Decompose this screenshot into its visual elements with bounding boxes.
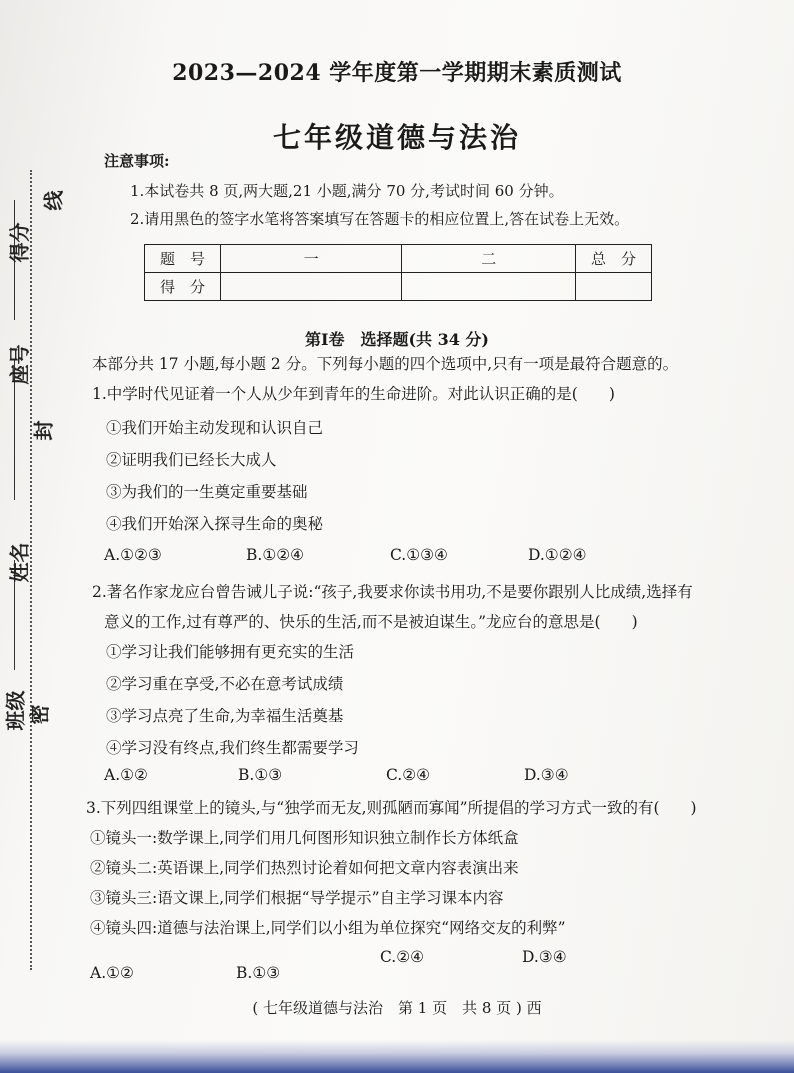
score-table-cell [576,273,652,301]
question-statement: ④镜头四:道德与法治课上,同学们以小组为单位探究“网络交友的利弊” [90,919,566,937]
question-statement: ②证明我们已经长大成人 [106,451,277,469]
score-table-header: 一 [220,245,402,273]
binding-seat-label: 座号 [7,344,32,385]
choice-a: A.①② [90,964,134,982]
choice-d: D.①②④ [528,546,587,564]
notice-item: 2.请用黑色的签字水笔将答案填写在答题卡的相应位置上,答在试卷上无效。 [130,210,630,228]
notice-heading: 注意事项: [104,152,170,170]
binding-name-label: 姓名 [7,542,32,583]
question-stem: 2.著名作家龙应台曾告诫儿子说:“孩子,我要求你读书用功,不是要你跟别人比成绩,选择有 [92,583,693,601]
score-table-cell [220,273,402,301]
score-table-header: 总 分 [576,245,652,273]
question-stem: 意义的工作,过有尊严的、快乐的生活,而不是被迫谋生。”龙应台的意思是( ) [104,613,638,631]
question-statement: ③镜头三:语文课上,同学们根据“导学提示”自主学习课本内容 [90,889,504,907]
question-statement: ④学习没有终点,我们终生都需要学习 [106,739,359,757]
exam-title: 2023—2024 学年度第一学期期末素质测试 [172,60,622,86]
binding-secret-label: 密 [27,704,52,725]
score-table-cell: 得 分 [145,273,221,301]
question-statement: ①学习让我们能够拥有更充实的生活 [106,643,355,661]
binding-class-label: 班级 [3,690,28,731]
page-footer: ( 七年级道德与法治 第 1 页 共 8 页 ) 西 [252,999,542,1017]
choice-b: B.①②④ [246,546,305,564]
scan-edge-shadow [0,1040,794,1073]
notice-item: 1.本试卷共 8 页,两大题,21 小题,满分 70 分,考试时间 60 分钟。 [130,182,564,200]
score-table-header: 题 号 [145,245,221,273]
binding-seal-label: 封 [31,420,56,441]
choice-d: D.③④ [524,766,569,784]
section-intro: 本部分共 17 小题,每小题 2 分。下列每小题的四个选项中,只有一项是最符合题意的。 [92,355,679,373]
score-table [144,244,652,301]
binding-line-label: 线 [41,190,66,211]
choice-a: A.①② [104,766,148,784]
question-statement: ①镜头一:数学课上,同学们用几何图形知识独立制作长方体纸盒 [90,829,519,847]
question-stem: 3.下列四组课堂上的镜头,与“独学而无友,则孤陋而寡闻”所提倡的学习方式一致的有( ) [86,799,697,817]
choice-c: C.①③④ [390,546,448,564]
choice-c: C.②④ [386,766,431,784]
question-statement: ③为我们的一生奠定重要基础 [106,483,308,501]
question-statement: ④我们开始深入探寻生命的奥秘 [106,515,324,533]
section-title: 第Ⅰ卷 选择题(共 34 分) [304,330,490,349]
choice-a: A.①②③ [104,546,162,564]
score-table-header: 二 [402,245,576,273]
score-table-cell [402,273,576,301]
exam-subject: 七年级道德与法治 [272,121,521,154]
question-statement: ①我们开始主动发现和认识自己 [106,419,324,437]
binding-score-label: 得分 [7,222,32,263]
choice-c: C.②④ [380,948,425,966]
question-stem: 1.中学时代见证着一个人从少年到青年的生命进阶。对此认识正确的是( ) [92,385,615,403]
question-statement: ②学习重在享受,不必在意考试成绩 [106,675,344,693]
question-statement: ③学习点亮了生命,为幸福生活奠基 [106,707,344,725]
choice-d: D.③④ [522,948,567,966]
question-statement: ②镜头二:英语课上,同学们热烈讨论着如何把文章内容表演出来 [90,859,519,877]
choice-b: B.①③ [238,766,283,784]
choice-b: B.①③ [236,964,281,982]
